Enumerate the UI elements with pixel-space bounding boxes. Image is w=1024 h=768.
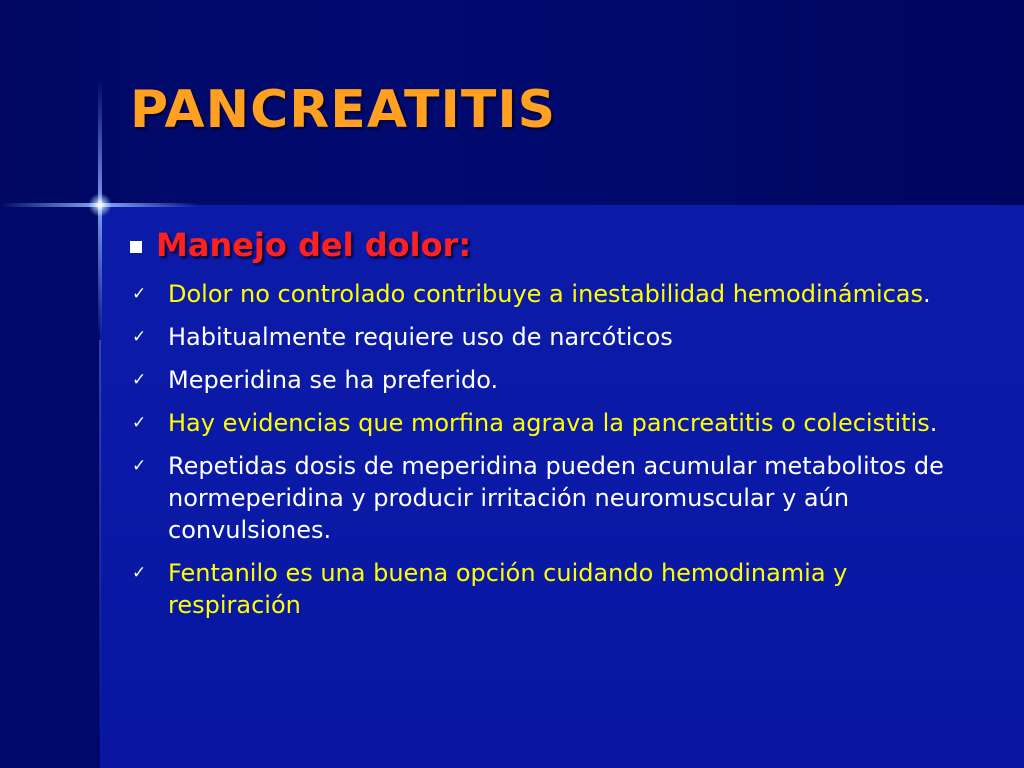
square-bullet-icon <box>130 241 142 253</box>
list-item-text: Habitualmente requiere uso de narcóticos <box>168 323 673 351</box>
check-mark-icon: ✓ <box>132 413 147 433</box>
list-item <box>132 450 952 546</box>
list-item-text: Repetidas dosis de meperidina pueden acumular metabolitos de normeperidina y producir irritación neuromuscular y aún convulsiones. <box>168 452 944 544</box>
bullet-list <box>132 278 952 632</box>
check-mark-icon: ✓ <box>132 327 147 347</box>
list-item-text: Fentanilo es una buena opción cuidando hemodinamia y respiración <box>168 559 848 619</box>
section-heading-text: Manejo del dolor: <box>156 226 472 264</box>
list-item <box>132 321 952 353</box>
list-item-text: Meperidina se ha preferido. <box>168 366 499 394</box>
check-mark-icon: ✓ <box>132 284 147 304</box>
list-item <box>132 364 952 396</box>
check-mark-icon: ✓ <box>132 370 147 390</box>
check-mark-icon: ✓ <box>132 456 147 476</box>
list-item-tail: . <box>929 409 938 437</box>
list-item <box>132 278 952 310</box>
star-flare-icon <box>88 193 112 217</box>
flare-tail <box>99 340 101 768</box>
list-item-text: Hay evidencias que morfina agrava la pancreatitis o colecistitis <box>168 409 930 437</box>
list-item <box>132 557 952 621</box>
slide-title: PANCREATITIS <box>130 80 557 140</box>
check-mark-icon: ✓ <box>132 563 147 583</box>
list-item-text: Dolor no controlado contribuye a inestabilidad hemodinámicas <box>168 280 924 308</box>
left-band <box>0 205 100 768</box>
list-item <box>132 407 952 439</box>
list-item-tail: . <box>923 280 931 308</box>
section-heading <box>130 226 471 264</box>
